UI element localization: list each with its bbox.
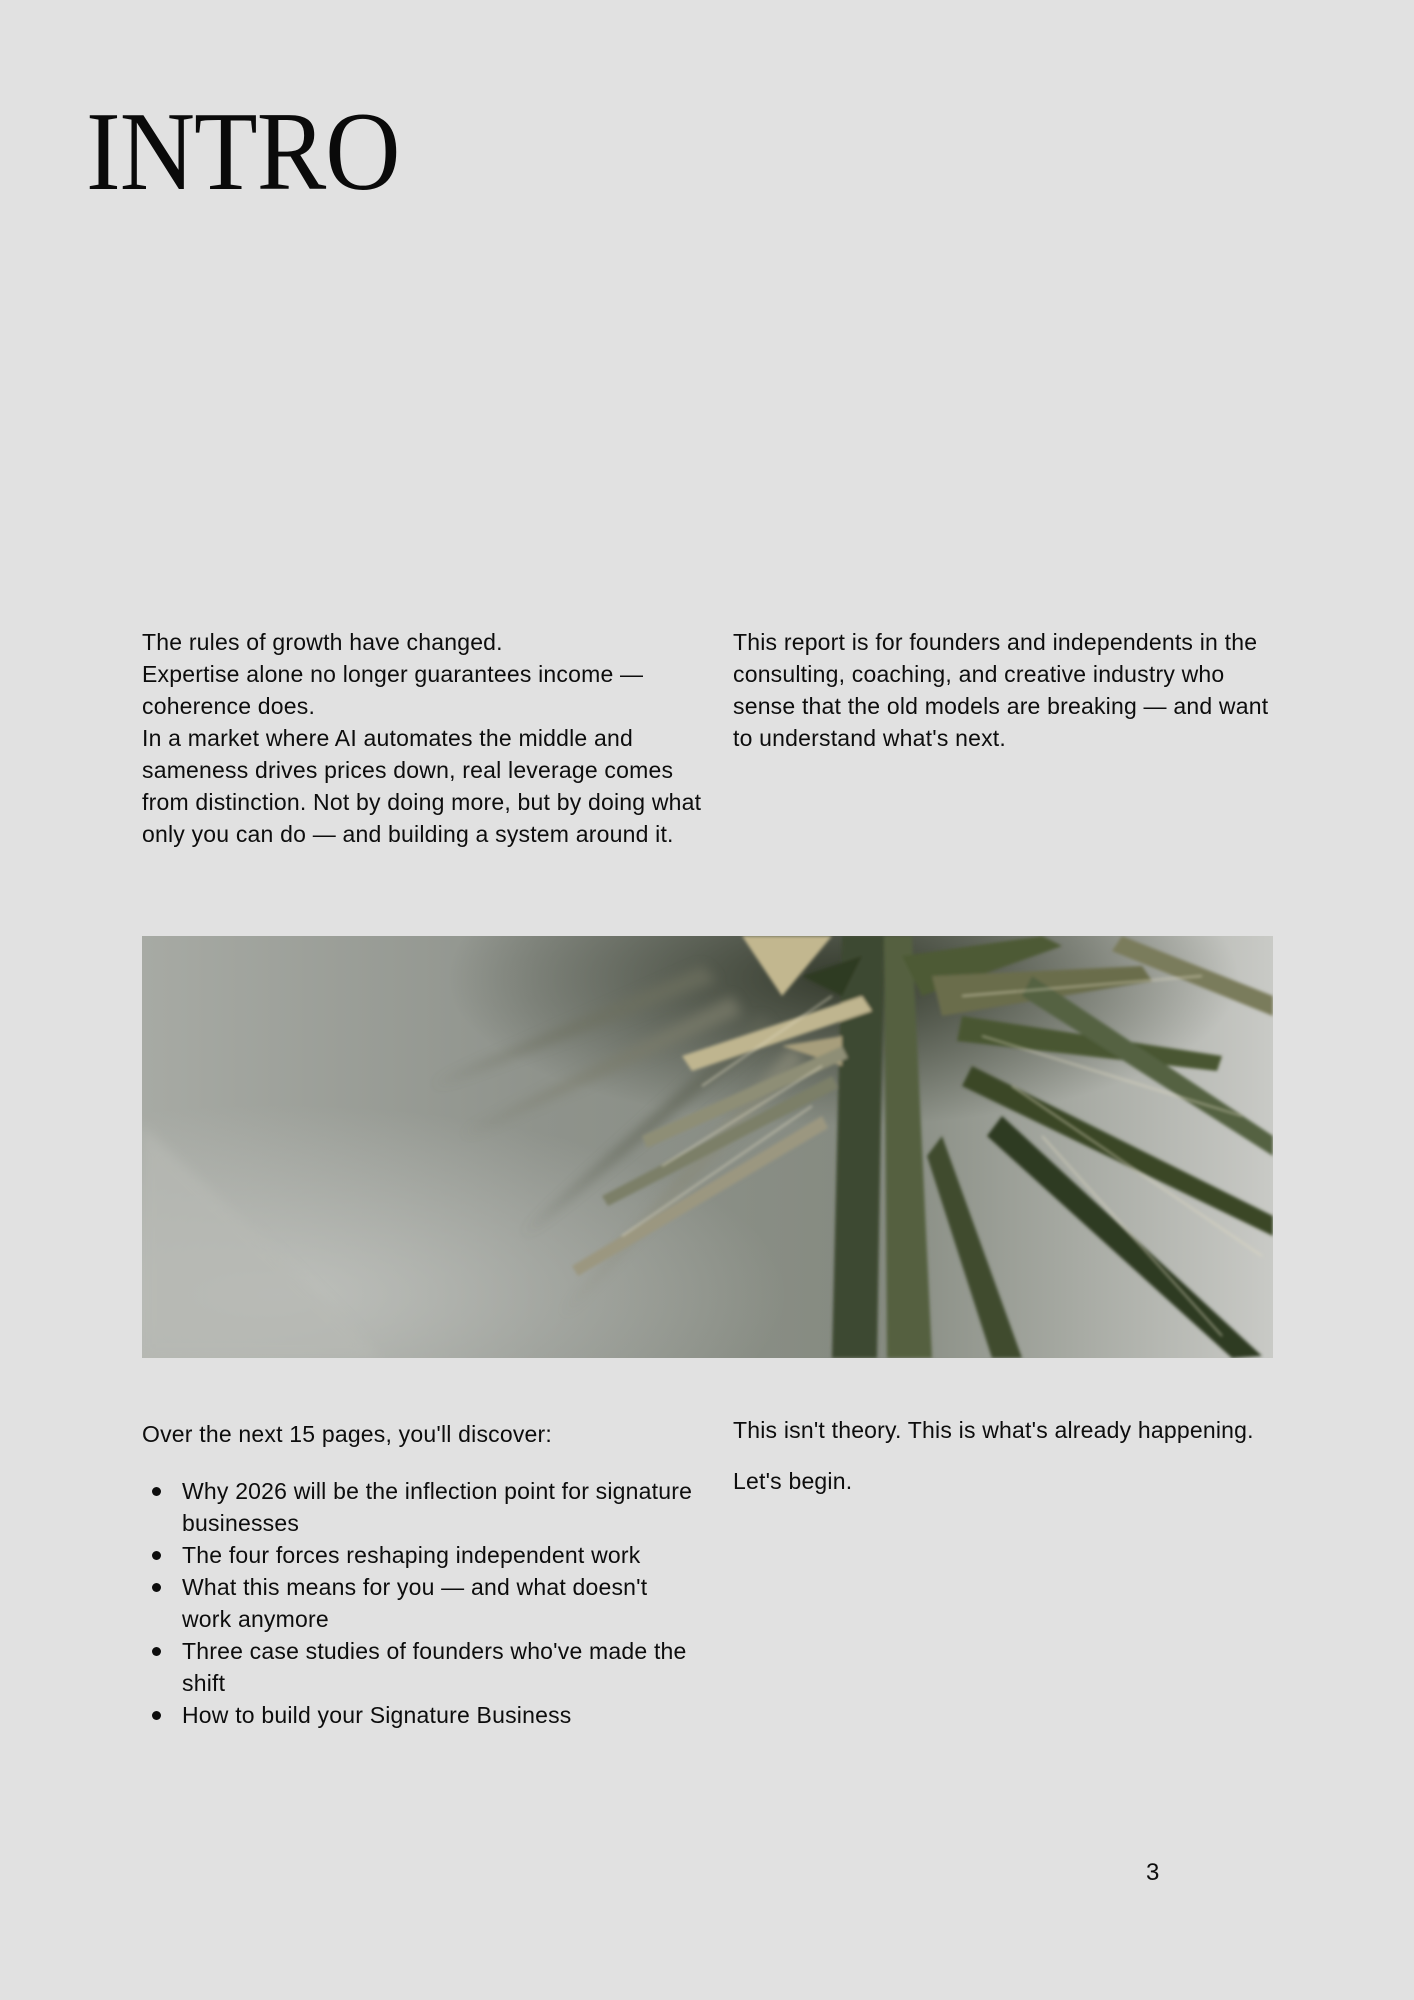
list-item-text: How to build your Signature Business <box>182 1702 572 1728</box>
page-title: INTRO <box>86 90 400 214</box>
closing-begin: Let's begin. <box>733 1468 853 1494</box>
intro-line: In a market where AI automates the middle and sameness drives prices down, real leverage comes from distinction. Not by doing more, but by doing what only you can do — and building a system around it. <box>142 725 702 847</box>
intro-left-column <box>142 626 702 850</box>
closing-paragraph: This isn't theory. This is what's already happening. <box>733 1417 1254 1443</box>
list-item-text: What this means for you — and what doesn't work anymore <box>182 1574 648 1632</box>
list-item-text: Three case studies of founders who've made the shift <box>182 1638 687 1696</box>
bullet-icon <box>152 1647 161 1656</box>
page-number: 3 <box>1146 1859 1160 1886</box>
list-item <box>142 1475 702 1539</box>
discover-column <box>142 1418 702 1731</box>
list-item <box>142 1539 702 1571</box>
intro-line: Expertise alone no longer guarantees income — coherence does. <box>142 661 644 719</box>
thistle-image-illustration <box>142 936 1273 1358</box>
bullet-icon <box>152 1551 161 1560</box>
list-item-text: The four forces reshaping independent work <box>182 1542 641 1568</box>
discover-list <box>142 1475 702 1731</box>
thistle-photo <box>142 936 1273 1358</box>
bullet-icon <box>152 1583 161 1592</box>
list-item <box>142 1571 702 1635</box>
list-item <box>142 1699 702 1731</box>
intro-right-column <box>733 626 1273 754</box>
list-item-text: Why 2026 will be the inflection point for signature businesses <box>182 1478 693 1536</box>
bullet-icon <box>152 1487 161 1496</box>
closing-column <box>733 1418 1273 1497</box>
audience-paragraph: This report is for founders and independents in the consulting, coaching, and creative industry who sense that the old models are breaking — and want to understand what's next. <box>733 629 1269 751</box>
list-item <box>142 1635 702 1699</box>
discover-lead: Over the next 15 pages, you'll discover: <box>142 1421 552 1447</box>
intro-line: The rules of growth have changed. <box>142 629 503 655</box>
bullet-icon <box>152 1711 161 1720</box>
